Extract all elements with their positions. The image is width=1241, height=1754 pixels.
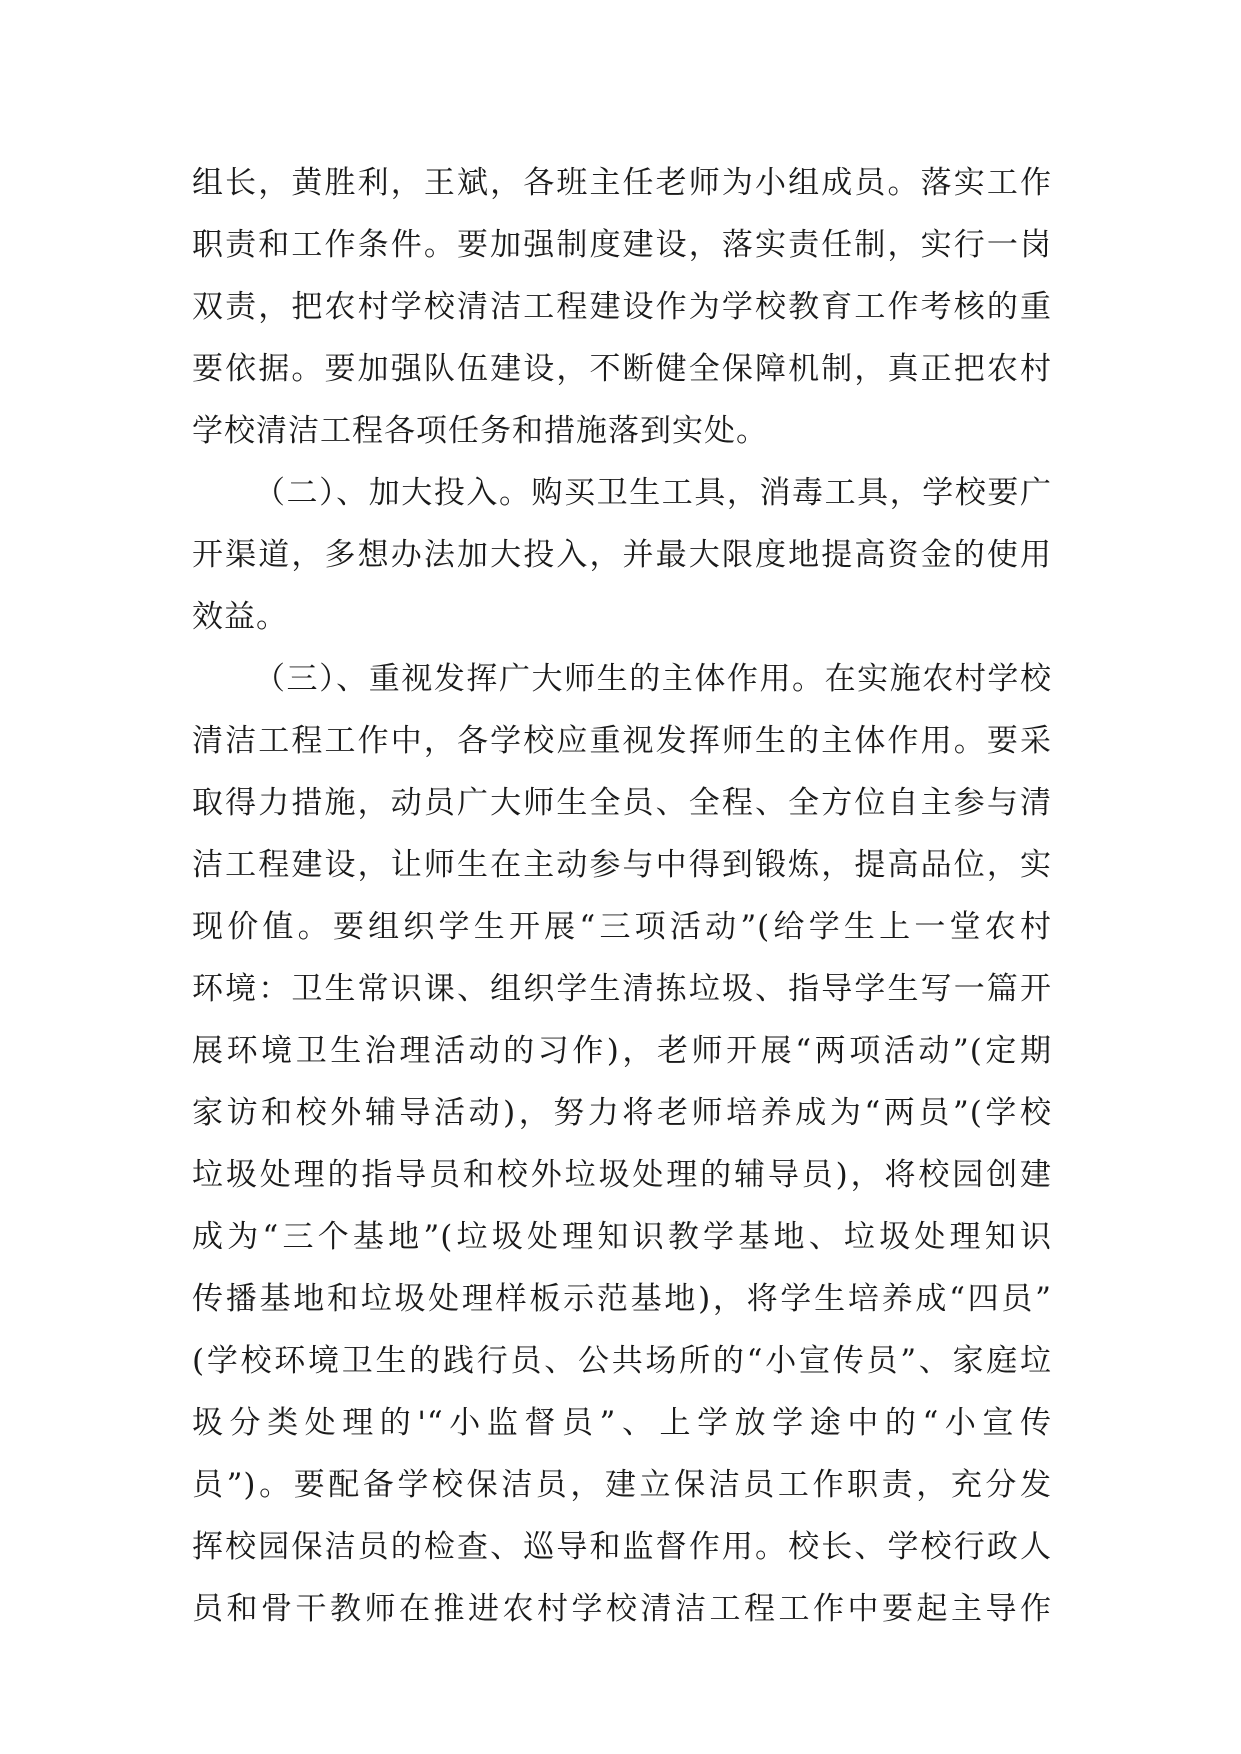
text-line: 圾分类处理的'“小监督员”、上学放学途中的“小宣传: [192, 1405, 1052, 1441]
text-line: 组长，黄胜利，王斌，各班主任老师为小组成员。落实工作: [192, 165, 1052, 201]
text-line: 双责，把农村学校清洁工程建设作为学校教育工作考核的重: [192, 289, 1052, 325]
text-line: 挥校园保洁员的检查、巡导和监督作用。校长、学校行政人: [192, 1529, 1052, 1565]
text-line: 传播基地和垃圾处理样板示范基地)，将学生培养成“四员”: [192, 1281, 1052, 1317]
text-line: 现价值。要组织学生开展“三项活动”(给学生上一堂农村: [192, 909, 1052, 945]
text-line: 要依据。要加强队伍建设，不断健全保障机制，真正把农村: [192, 351, 1052, 387]
text-line: 学校清洁工程各项任务和措施落到实处。: [192, 413, 768, 449]
text-line: （三）、重视发挥广大师生的主体作用。在实施农村学校: [254, 661, 1052, 697]
text-line: 开渠道，多想办法加大投入，并最大限度地提高资金的使用: [192, 537, 1052, 573]
text-line: （二）、加大投入。购买卫生工具，消毒工具，学校要广: [254, 475, 1052, 511]
text-line: 展环境卫生治理活动的习作)，老师开展“两项活动”(定期: [192, 1033, 1052, 1069]
text-line: 洁工程建设，让师生在主动参与中得到锻炼，提高品位，实: [192, 847, 1052, 883]
text-line: 环境：卫生常识课、组织学生清拣垃圾、指导学生写一篇开: [192, 971, 1052, 1007]
text-line: 职责和工作条件。要加强制度建设，落实责任制，实行一岗: [192, 227, 1052, 263]
text-line: 家访和校外辅导活动)，努力将老师培养成为“两员”(学校: [192, 1095, 1052, 1131]
text-line: (学校环境卫生的践行员、公共场所的“小宣传员”、家庭垃: [192, 1343, 1052, 1379]
text-line: 效益。: [192, 599, 288, 635]
document-body: [192, 152, 1052, 1640]
text-line: 垃圾处理的指导员和校外垃圾处理的辅导员)，将校园创建: [192, 1157, 1052, 1193]
text-line: 员”)。要配备学校保洁员，建立保洁员工作职责，充分发: [192, 1467, 1052, 1503]
text-line: 取得力措施，动员广大师生全员、全程、全方位自主参与清: [192, 785, 1052, 821]
text-line: 员和骨干教师在推进农村学校清洁工程工作中要起主导作: [192, 1591, 1052, 1627]
text-line: 清洁工程工作中，各学校应重视发挥师生的主体作用。要采: [192, 723, 1052, 759]
text-line: 成为“三个基地”(垃圾处理知识教学基地、垃圾处理知识: [192, 1219, 1052, 1255]
